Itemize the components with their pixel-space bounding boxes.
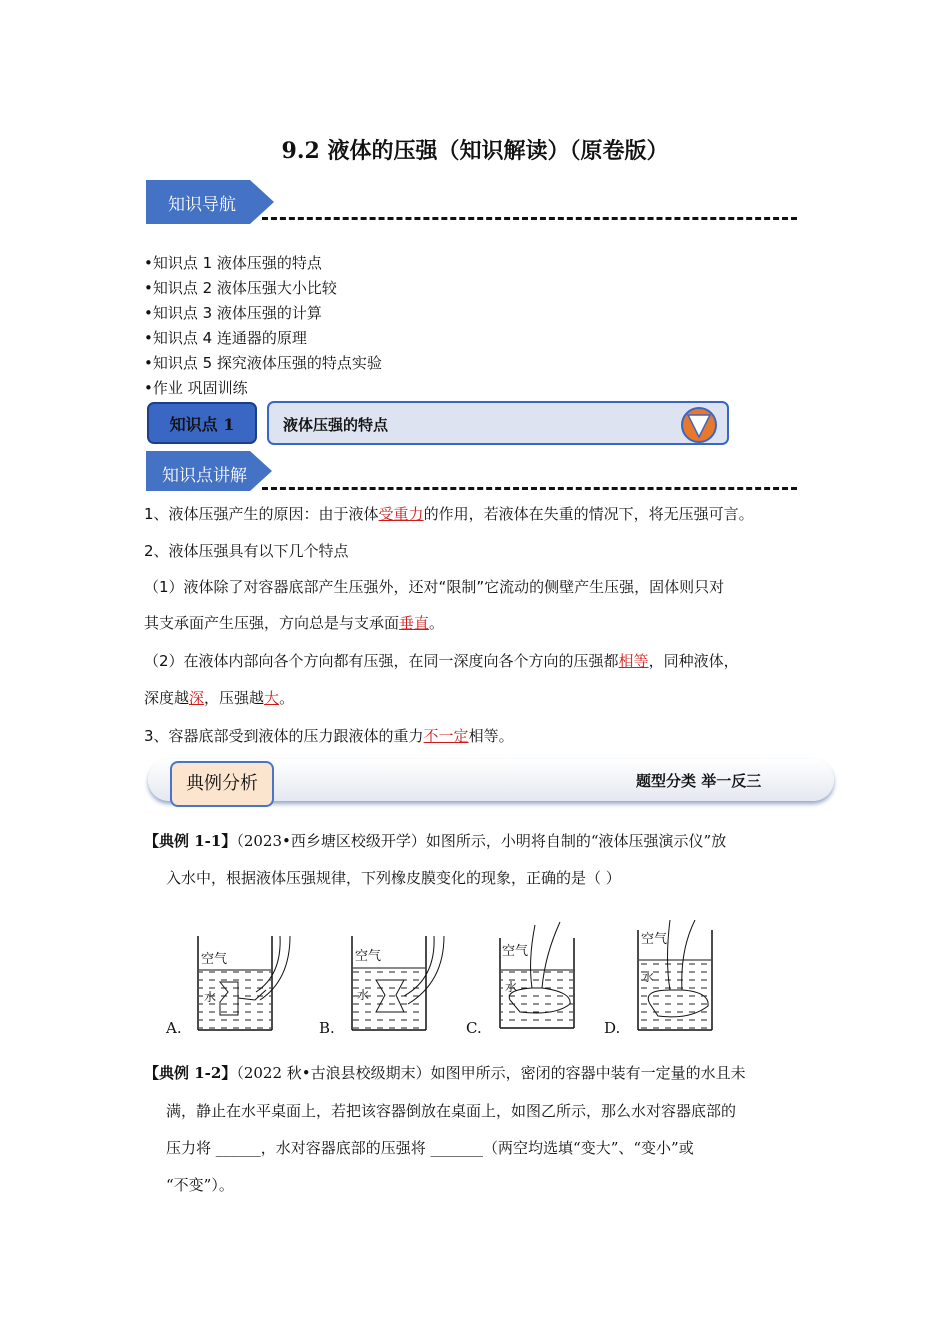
paragraph: （1）液体除了对容器底部产生压强外，还对“限制”它流动的侧壁产生压强，固体则只对 [144, 578, 725, 596]
question-line: 【典例 1-2】（2022 秋•古浪县校级期末）如图甲所示，密闭的容器中装有一定量的水且未 [144, 1064, 746, 1082]
example-category: 题型分类 举一反三 [636, 772, 762, 790]
kp-title-bar [267, 401, 729, 445]
nav-item[interactable]: •作业 巩固训练 [144, 379, 248, 397]
water-label: 水 [505, 980, 518, 994]
question-line: 满，静止在水平桌面上，若把该容器倒放在桌面上，如图乙所示，那么水对容器底部的 [166, 1102, 737, 1120]
paragraph: 其支承面产生压强，方向总是与支承面垂直。 [144, 614, 445, 632]
explain-banner-label: 知识点讲解 [162, 466, 247, 486]
nav-item[interactable]: •知识点 3 液体压强的计算 [144, 304, 322, 322]
paragraph: 3、容器底部受到液体的压力跟液体的重力不一定相等。 [144, 727, 514, 745]
triangle-down-icon [679, 405, 719, 445]
nav-item[interactable]: •知识点 5 探究液体压强的特点实验 [144, 354, 382, 372]
paragraph: 深度越深，压强越大。 [144, 689, 295, 707]
nav-list [144, 251, 382, 401]
water-label: 水 [204, 990, 217, 1004]
option-d-label[interactable]: D. [604, 1019, 621, 1037]
nav-item[interactable]: •知识点 4 连通器的原理 [144, 329, 307, 347]
page-title: 9.2 液体的压强（知识解读）（原卷版） [281, 138, 669, 164]
water-label: 水 [642, 970, 655, 984]
option-c-label[interactable]: C. [466, 1019, 482, 1037]
paragraph: 1、液体压强产生的原因：由于液体受重力的作用，若液体在失重的情况下，将无压强可言。 [144, 505, 754, 523]
water-label: 水 [357, 988, 370, 1002]
explain-banner [146, 451, 274, 495]
nav-banner-label: 知识导航 [168, 195, 236, 215]
question-line: 【典例 1-1】（2023•西乡塘区校级开学）如图所示，小明将自制的“液体压强演示仪”放 [144, 832, 727, 850]
paragraph: 2、液体压强具有以下几个特点 [144, 542, 349, 560]
kp-title: 液体压强的特点 [283, 416, 389, 434]
question-line: “不变”）。 [166, 1176, 234, 1194]
nav-item[interactable]: •知识点 1 液体压强的特点 [144, 254, 322, 272]
kp-tab: 知识点 1 [147, 402, 257, 444]
air-label: 空气 [201, 952, 228, 967]
divider [262, 217, 797, 220]
option-c-figure [500, 922, 574, 1028]
option-b-label[interactable]: B. [319, 1019, 335, 1037]
air-label: 空气 [355, 949, 382, 964]
divider [262, 487, 797, 490]
air-label: 空气 [641, 932, 668, 947]
nav-banner [146, 180, 274, 224]
question-line: 压力将 ______，水对容器底部的压强将 _______（两空均选填“变大”、“变小”或 [166, 1139, 694, 1157]
option-a-label[interactable]: A. [166, 1019, 182, 1037]
nav-item[interactable]: •知识点 2 液体压强大小比较 [144, 279, 337, 297]
paragraph: （2）在液体内部向各个方向都有压强，在同一深度向各个方向的压强都相等，同种液体， [144, 652, 739, 670]
example-tab: 典例分析 [170, 761, 274, 807]
question-line: 入水中，根据液体压强规律，下列橡皮膜变化的现象，正确的是（ ） [166, 869, 621, 887]
air-label: 空气 [502, 944, 529, 959]
